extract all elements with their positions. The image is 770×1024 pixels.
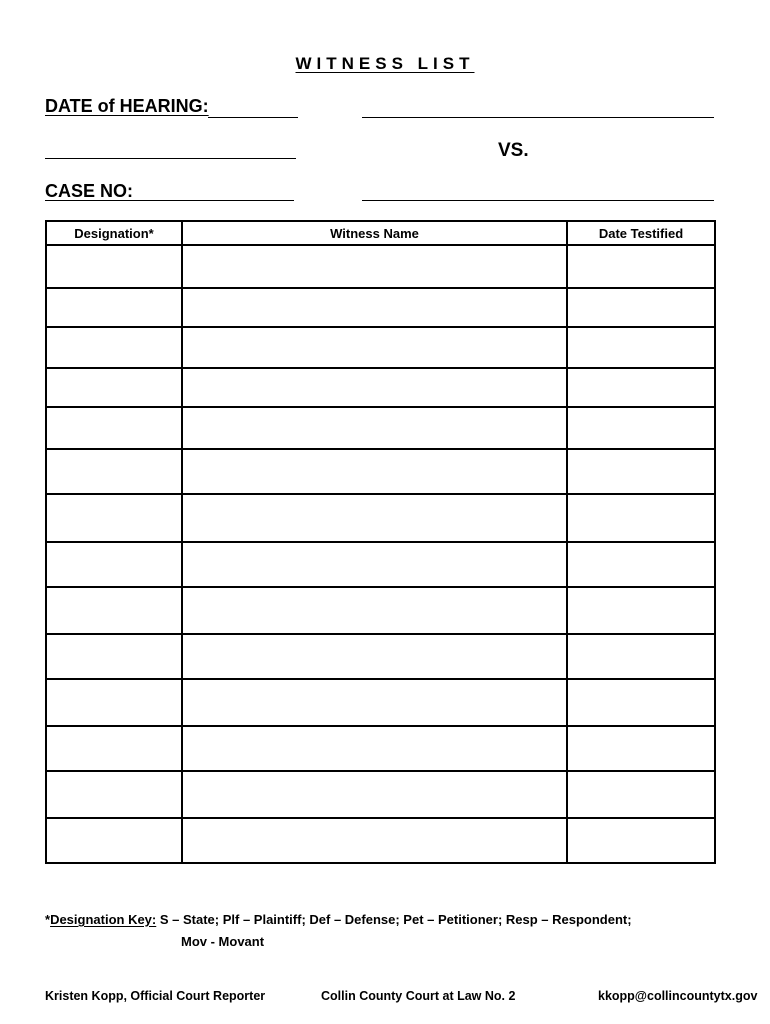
- witness-name-cell[interactable]: [182, 587, 567, 634]
- date-testified-cell[interactable]: [567, 679, 715, 726]
- footer-email: kkopp@collincountytx.gov: [598, 989, 758, 1003]
- date-testified-cell[interactable]: [567, 771, 715, 818]
- date-testified-header: Date Testified: [567, 221, 715, 245]
- witness-name-cell[interactable]: [182, 494, 567, 542]
- witness-name-cell[interactable]: [182, 327, 567, 368]
- table-row: [46, 771, 715, 818]
- witness-name-cell[interactable]: [182, 542, 567, 587]
- date-testified-cell[interactable]: [567, 449, 715, 494]
- designation-cell[interactable]: [46, 407, 182, 449]
- table-header-row: [46, 221, 715, 245]
- table-row: [46, 818, 715, 863]
- designation-key-label: Designation Key:: [50, 912, 157, 927]
- witness-table: [45, 220, 716, 864]
- witness-name-cell[interactable]: [182, 634, 567, 679]
- witness-name-cell[interactable]: [182, 771, 567, 818]
- designation-cell[interactable]: [46, 542, 182, 587]
- date-testified-cell[interactable]: [567, 494, 715, 542]
- designation-cell[interactable]: [46, 368, 182, 407]
- party-one-field[interactable]: [362, 117, 714, 118]
- table-row: [46, 634, 715, 679]
- designation-cell[interactable]: [46, 449, 182, 494]
- designation-cell[interactable]: [46, 771, 182, 818]
- witness-name-header: Witness Name: [182, 221, 567, 245]
- date-testified-cell[interactable]: [567, 327, 715, 368]
- designation-cell[interactable]: [46, 327, 182, 368]
- designation-cell[interactable]: [46, 494, 182, 542]
- designation-cell[interactable]: [46, 288, 182, 327]
- witness-name-cell[interactable]: [182, 368, 567, 407]
- designation-cell[interactable]: [46, 245, 182, 288]
- table-row: [46, 449, 715, 494]
- table-row: [46, 368, 715, 407]
- witness-name-cell[interactable]: [182, 679, 567, 726]
- designation-key-text: S – State; Plf – Plaintiff; Def – Defense; Pet – Petitioner; Resp – Respondent;: [156, 912, 632, 927]
- table-row: [46, 245, 715, 288]
- date-testified-cell[interactable]: [567, 245, 715, 288]
- designation-cell[interactable]: [46, 818, 182, 863]
- witness-name-cell[interactable]: [182, 818, 567, 863]
- footer-court: Collin County Court at Law No. 2: [321, 989, 516, 1003]
- table-row: [46, 327, 715, 368]
- designation-header: Designation*: [46, 221, 182, 245]
- table-row: [46, 542, 715, 587]
- case-no-label: CASE NO:: [45, 181, 134, 201]
- party-two-field[interactable]: [362, 200, 714, 201]
- case-no-field[interactable]: [133, 200, 294, 201]
- footer-reporter: Kristen Kopp, Official Court Reporter: [45, 989, 266, 1003]
- vs-label: VS.: [498, 140, 529, 161]
- table-row: [46, 726, 715, 771]
- witness-name-cell[interactable]: [182, 288, 567, 327]
- date-testified-cell[interactable]: [567, 542, 715, 587]
- party-left-field[interactable]: [45, 158, 296, 159]
- table-row: [46, 407, 715, 449]
- page-title: WITNESS LIST: [295, 54, 475, 73]
- date-testified-cell[interactable]: [567, 288, 715, 327]
- date-testified-cell[interactable]: [567, 407, 715, 449]
- designation-cell[interactable]: [46, 726, 182, 771]
- table-row: [46, 679, 715, 726]
- witness-name-cell[interactable]: [182, 407, 567, 449]
- designation-cell[interactable]: [46, 679, 182, 726]
- table-row: [46, 587, 715, 634]
- witness-name-cell[interactable]: [182, 449, 567, 494]
- table-row: [46, 494, 715, 542]
- designation-cell[interactable]: [46, 587, 182, 634]
- date-testified-cell[interactable]: [567, 634, 715, 679]
- designation-key-prefix: *: [45, 912, 51, 927]
- designation-key-line1: [45, 912, 632, 927]
- witness-name-cell[interactable]: [182, 245, 567, 288]
- date-testified-cell[interactable]: [567, 818, 715, 863]
- designation-key-line2: Mov - Movant: [181, 934, 265, 949]
- date-of-hearing-field[interactable]: [208, 117, 298, 118]
- witness-name-cell[interactable]: [182, 726, 567, 771]
- table-row: [46, 288, 715, 327]
- date-testified-cell[interactable]: [567, 368, 715, 407]
- designation-cell[interactable]: [46, 634, 182, 679]
- date-of-hearing-label: DATE of HEARING:: [45, 96, 209, 116]
- date-testified-cell[interactable]: [567, 587, 715, 634]
- date-testified-cell[interactable]: [567, 726, 715, 771]
